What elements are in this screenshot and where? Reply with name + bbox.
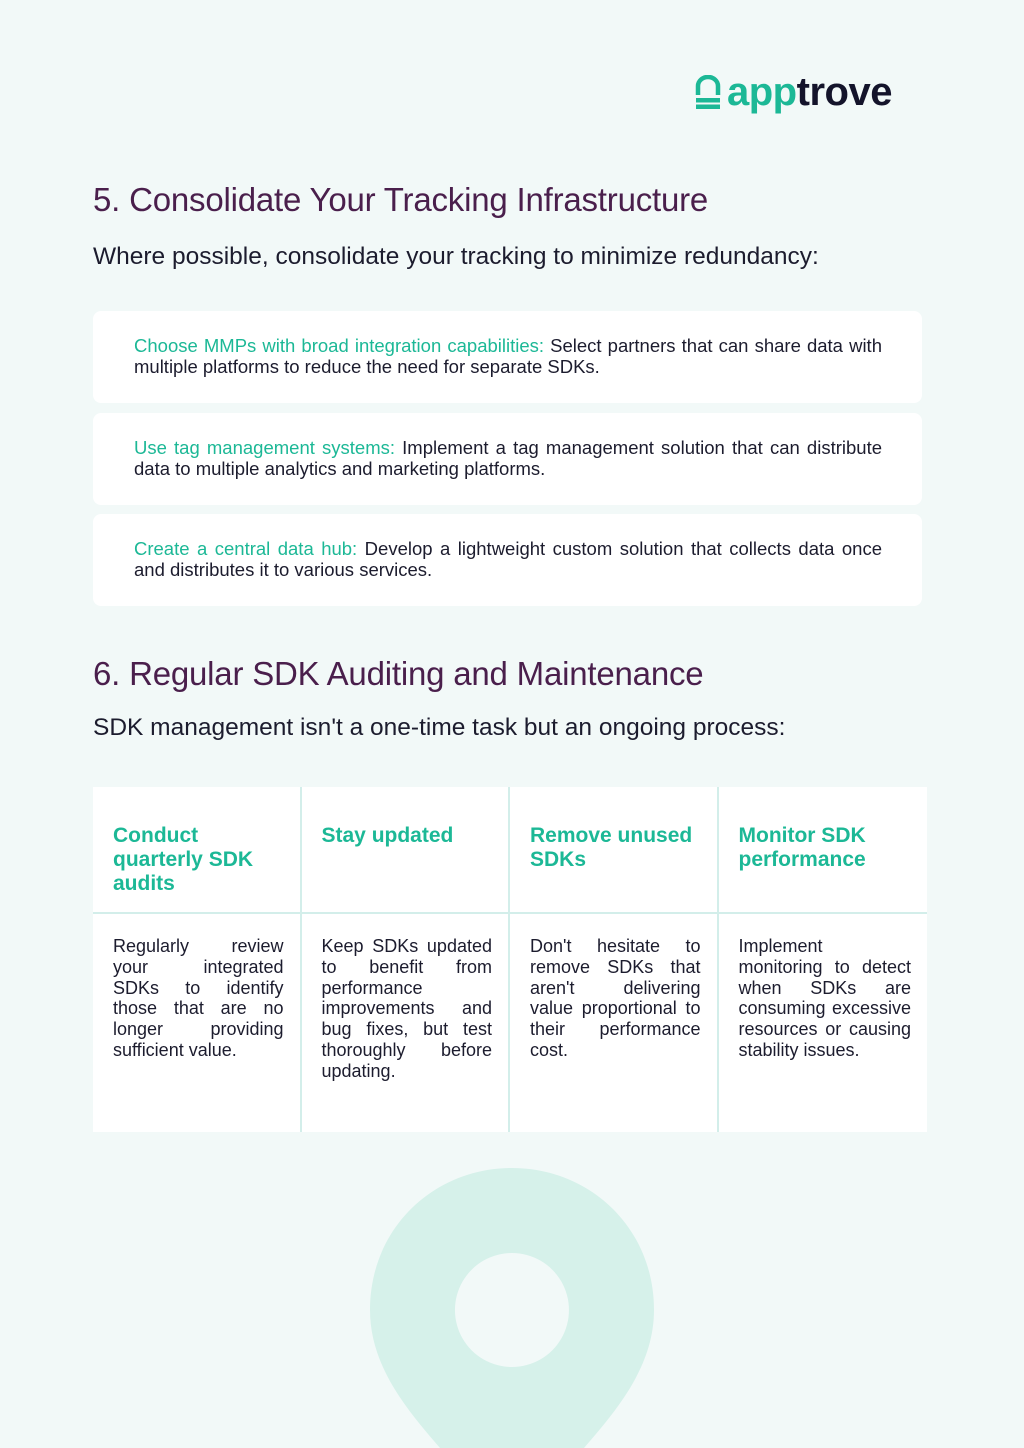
card-label: Use tag management systems: xyxy=(134,437,395,458)
column-body: Implement monitoring to detect when SDKs are consuming excessive resources or causing stability issues. xyxy=(738,936,911,1060)
card-text: Select partners that can share data with multiple platforms to reduce the need for separate SDKs. xyxy=(134,335,882,377)
column-body: Don't hesitate to remove SDKs that aren't delivering value proportional to their performance cost. xyxy=(530,936,701,1060)
logo-wordmark xyxy=(727,70,892,114)
table-column xyxy=(302,787,511,1132)
card-text: Develop a lightweight custom solution that collects data once and distributes it to various services. xyxy=(134,538,882,580)
column-title: Conduct quarterly SDK audits xyxy=(93,787,300,914)
sdk-maintenance-table xyxy=(93,787,927,1132)
logo-trove-text: trove xyxy=(796,70,892,114)
logo-app-text: app xyxy=(727,70,797,114)
column-title: Remove unused SDKs xyxy=(510,787,717,914)
consolidation-card xyxy=(93,413,922,505)
apptrove-logo-mark-icon xyxy=(695,75,721,109)
consolidation-card xyxy=(93,514,922,606)
card-label: Create a central data hub: xyxy=(134,538,358,559)
table-column xyxy=(510,787,719,1132)
column-title: Monitor SDK performance xyxy=(719,787,928,914)
location-pin-icon xyxy=(370,1168,654,1448)
card-label: Choose MMPs with broad integration capabilities: xyxy=(134,335,545,356)
column-title: Stay updated xyxy=(302,787,509,914)
column-body: Keep SDKs updated to benefit from performance improvements and bug fixes, but test thoroughly before updating. xyxy=(321,936,492,1081)
section-6-heading: 6. Regular SDK Auditing and Maintenance xyxy=(93,655,704,692)
section-5-heading: 5. Consolidate Your Tracking Infrastructure xyxy=(93,181,709,218)
consolidation-card xyxy=(93,311,922,403)
section-6-intro: SDK management isn't a one-time task but an ongoing process: xyxy=(93,714,786,741)
column-body: Regularly review your integrated SDKs to identify those that are no longer providing sufficient value. xyxy=(113,936,284,1060)
apptrove-logo xyxy=(695,70,892,114)
table-column xyxy=(719,787,928,1132)
table-column xyxy=(93,787,302,1132)
card-text: Implement a tag management solution that can distribute data to multiple analytics and marketing platforms. xyxy=(134,437,882,479)
section-5-intro: Where possible, consolidate your tracking to minimize redundancy: xyxy=(93,243,819,270)
